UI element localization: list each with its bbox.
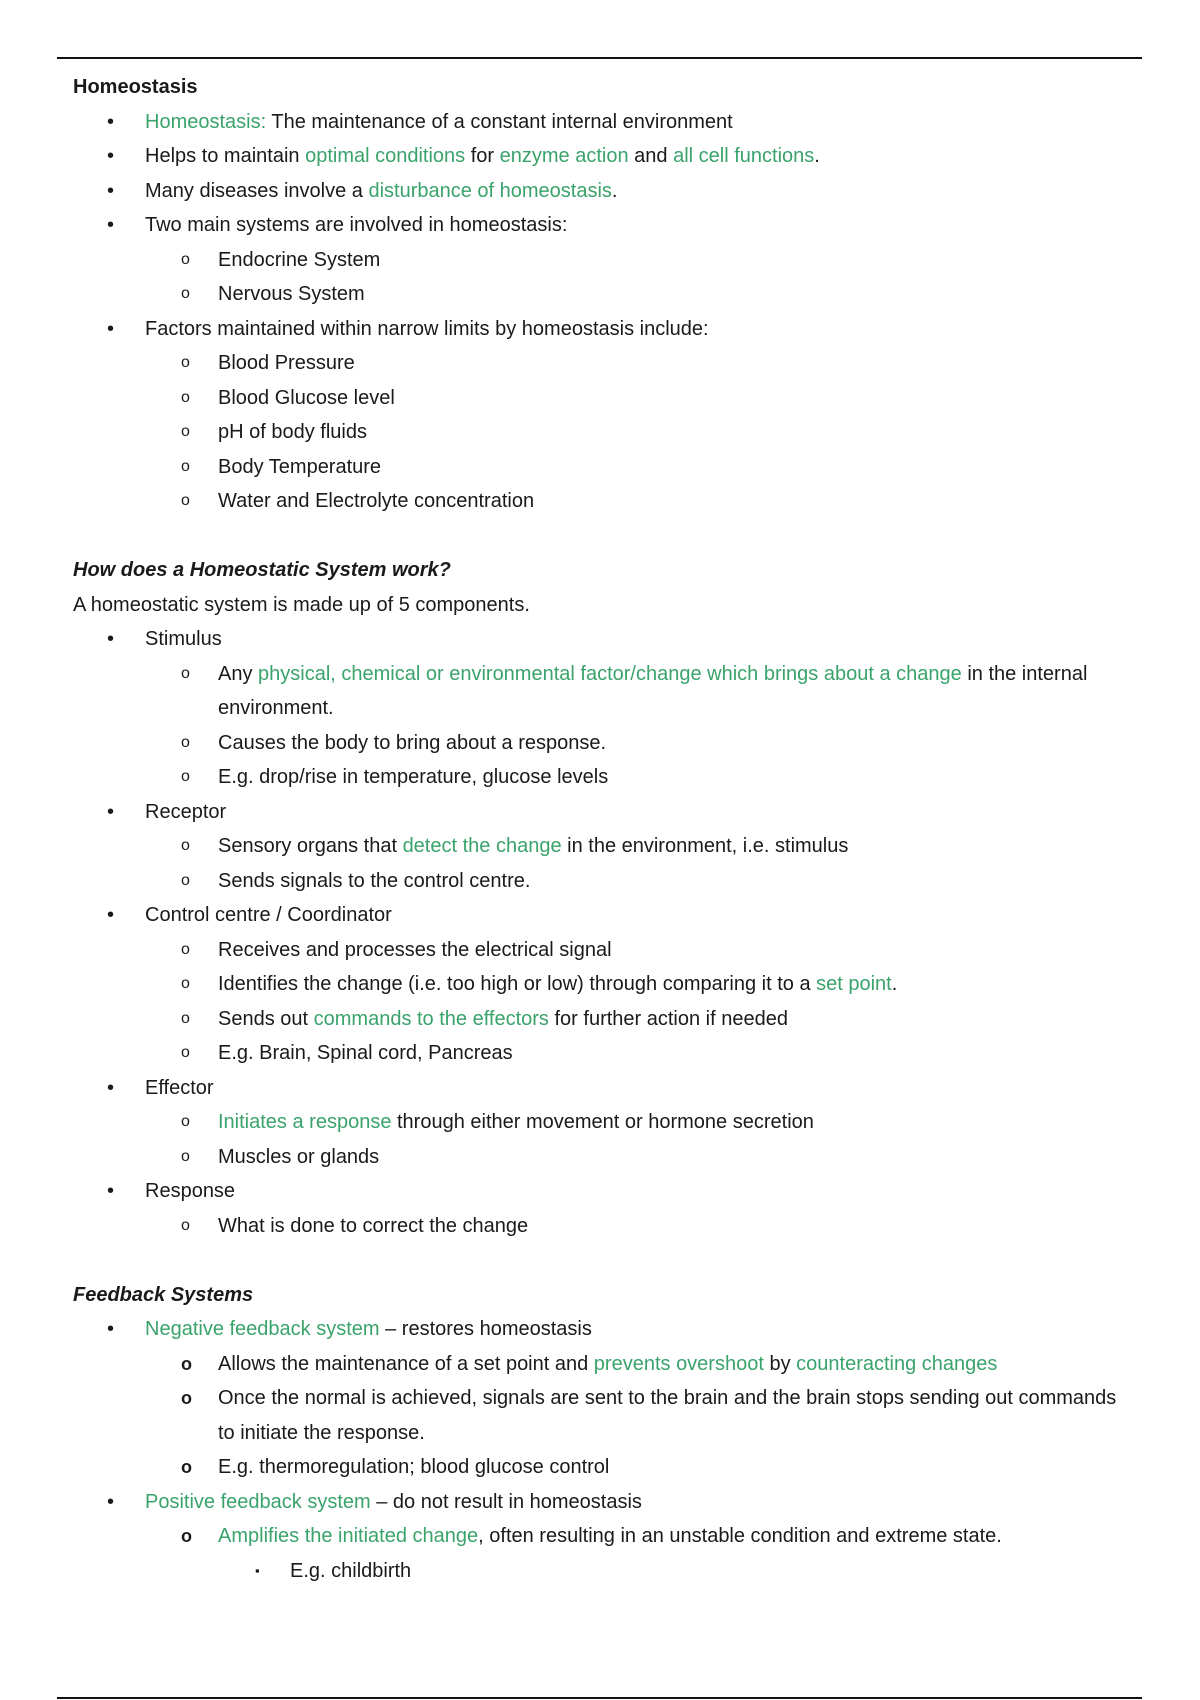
circle-bullet-icon: o xyxy=(181,1526,192,1546)
bullet-icon: • xyxy=(107,1318,115,1340)
sub-list-item xyxy=(73,1105,1133,1140)
text-run: , often resulting in an unstable condition and extreme state. xyxy=(478,1525,1002,1547)
list-item xyxy=(73,1174,1133,1209)
text-run: Muscles or glands xyxy=(218,1145,380,1168)
section-heading: Feedback Systems xyxy=(73,1283,254,1306)
sub-list-item xyxy=(73,1381,1133,1450)
text-run: Two main systems are involved in homeostasis: xyxy=(145,214,568,236)
text-run: Water and Electrolyte concentration xyxy=(218,490,535,512)
list-item xyxy=(73,105,1133,140)
text-run: Sends out xyxy=(218,1007,314,1030)
list-item xyxy=(73,1312,1133,1347)
circle-bullet-icon: o xyxy=(181,871,190,889)
circle-bullet-icon: o xyxy=(181,457,190,475)
highlighted-term: counteracting changes xyxy=(796,1352,998,1375)
spacer xyxy=(73,1243,1133,1278)
highlighted-term: disturbance of homeostasis xyxy=(368,179,612,202)
text-run: E.g. Brain, Spinal cord, Pancreas xyxy=(218,1042,513,1064)
highlighted-term: commands to the effectors xyxy=(313,1007,549,1030)
highlighted-term: Positive feedback system xyxy=(145,1490,371,1513)
text-run: Sensory organs that xyxy=(218,835,403,857)
bullet-icon: • xyxy=(107,1076,115,1099)
sub-list-item xyxy=(73,381,1133,416)
section-feedback-systems xyxy=(73,1278,1133,1589)
text-run: Any xyxy=(218,662,259,685)
list-item xyxy=(73,622,1133,657)
sub-list-item xyxy=(73,1140,1133,1175)
circle-bullet-icon: o xyxy=(181,1388,192,1408)
sub-list-item xyxy=(73,484,1133,519)
list-item xyxy=(73,208,1133,243)
text-run: Blood Pressure xyxy=(218,352,355,374)
circle-bullet-icon: o xyxy=(181,768,190,785)
spacer xyxy=(73,519,1133,554)
text-run: . xyxy=(891,973,898,995)
circle-bullet-icon: o xyxy=(181,940,190,958)
bullet-icon: • xyxy=(107,179,115,202)
section-homeostasis xyxy=(73,70,1133,519)
sub-list-item xyxy=(73,1347,1133,1382)
circle-bullet-icon: o xyxy=(181,492,190,509)
highlighted-term: Initiates a response xyxy=(218,1111,392,1133)
highlighted-term: optimal conditions xyxy=(305,145,466,167)
list-item xyxy=(73,1485,1133,1520)
circle-bullet-icon: o xyxy=(181,285,190,302)
sub-list-item xyxy=(73,1002,1133,1037)
bullet-icon: • xyxy=(107,628,115,650)
text-run: – do not result in homeostasis xyxy=(370,1490,642,1513)
text-run: Blood Glucose level xyxy=(218,386,395,409)
text-run: . xyxy=(611,179,618,202)
text-run: Receives and processes the electrical signal xyxy=(218,938,612,961)
bullet-icon: • xyxy=(107,800,115,823)
sub-list-item xyxy=(73,1209,1133,1244)
sub-list-item xyxy=(73,1519,1133,1554)
circle-bullet-icon: o xyxy=(181,837,190,854)
bullet-icon: • xyxy=(107,904,115,926)
text-run: Endocrine System xyxy=(218,248,381,271)
square-bullet-icon: ▪ xyxy=(255,1562,260,1578)
bottom-rule xyxy=(57,1697,1142,1699)
highlighted-term: Amplifies the initiated change xyxy=(218,1525,479,1547)
list-item xyxy=(73,795,1133,830)
sub-list-item xyxy=(73,1036,1133,1071)
sub-list-item xyxy=(73,450,1133,485)
sub-list-item xyxy=(73,760,1133,795)
sub-list-item xyxy=(73,726,1133,761)
sub-list-item xyxy=(73,864,1133,899)
list-item xyxy=(73,898,1133,933)
section-intro: A homeostatic system is made up of 5 components. xyxy=(73,593,530,616)
circle-bullet-icon: o xyxy=(181,1353,192,1374)
bullet-list xyxy=(73,622,1133,1243)
list-item xyxy=(73,312,1133,347)
text-run: through either movement or hormone secretion xyxy=(391,1111,814,1133)
section-homeostatic-system xyxy=(73,553,1133,1243)
sub-list-item xyxy=(73,657,1133,726)
sub-list-item xyxy=(73,415,1133,450)
bullet-icon: • xyxy=(107,145,115,167)
text-run: Nervous System xyxy=(218,283,365,305)
text-run: Effector xyxy=(145,1076,214,1099)
sub-list-item xyxy=(73,933,1133,968)
text-run: Sends signals to the control centre. xyxy=(218,869,531,892)
circle-bullet-icon: o xyxy=(181,1044,190,1061)
circle-bullet-icon: o xyxy=(181,354,190,371)
list-item xyxy=(73,174,1133,209)
text-run: Identifies the change (i.e. too high or low) through comparing it to a xyxy=(218,973,817,995)
circle-bullet-icon: o xyxy=(181,388,190,406)
top-rule xyxy=(57,57,1142,59)
highlighted-term: enzyme action xyxy=(499,145,629,167)
text-run: What is done to correct the change xyxy=(218,1214,529,1237)
text-run: Receptor xyxy=(145,800,227,823)
text-run: in the environment, i.e. stimulus xyxy=(561,835,849,857)
text-run: – restores homeostasis xyxy=(379,1318,592,1340)
sub-list-item xyxy=(73,829,1133,864)
text-run: . xyxy=(814,145,820,167)
highlighted-term: all cell functions xyxy=(673,145,815,167)
highlighted-term: Negative feedback system xyxy=(145,1318,380,1340)
text-run: E.g. thermoregulation; blood glucose control xyxy=(218,1456,610,1478)
document-page xyxy=(73,70,1133,1588)
bullet-icon: • xyxy=(107,1180,115,1202)
circle-bullet-icon: o xyxy=(181,1216,190,1234)
circle-bullet-icon: o xyxy=(181,423,190,440)
text-run: Response xyxy=(145,1180,236,1202)
text-run: E.g. drop/rise in temperature, glucose levels xyxy=(218,766,609,788)
highlighted-term: prevents overshoot xyxy=(593,1352,764,1375)
sub-list-item xyxy=(73,346,1133,381)
text-run: pH of body fluids xyxy=(218,421,367,443)
list-item xyxy=(73,139,1133,174)
text-run: Many diseases involve a xyxy=(145,179,369,202)
circle-bullet-icon: o xyxy=(181,664,190,682)
sub-list-item xyxy=(73,967,1133,1002)
highlighted-term: detect the change xyxy=(402,835,562,857)
highlighted-term: Homeostasis: xyxy=(145,110,267,133)
text-run: Allows the maintenance of a set point and xyxy=(218,1352,594,1375)
text-run: Control centre / Coordinator xyxy=(145,904,392,926)
text-run: Helps to maintain xyxy=(145,145,306,167)
bullet-icon: • xyxy=(107,317,115,340)
circle-bullet-icon: o xyxy=(181,250,190,268)
text-run: Body Temperature xyxy=(218,455,382,478)
highlighted-term: set point xyxy=(816,973,892,995)
sub-list-item xyxy=(73,1450,1133,1485)
highlighted-term: physical, chemical or environmental factor/change which brings about a change xyxy=(258,662,962,685)
text-run: in the internal environment. xyxy=(218,662,1088,719)
sub-sub-list-item xyxy=(73,1554,1133,1589)
text-run: Stimulus xyxy=(145,628,222,650)
circle-bullet-icon: o xyxy=(181,1147,190,1165)
text-run: The maintenance of a constant internal environment xyxy=(266,110,733,133)
text-run: E.g. childbirth xyxy=(290,1559,412,1582)
bullet-list xyxy=(73,105,1133,519)
text-run: Causes the body to bring about a response. xyxy=(218,731,607,754)
list-item xyxy=(73,1071,1133,1106)
sub-list-item xyxy=(73,277,1133,312)
circle-bullet-icon: o xyxy=(181,1457,192,1477)
circle-bullet-icon: o xyxy=(181,975,190,992)
bullet-icon: • xyxy=(107,214,115,236)
text-run: for further action if needed xyxy=(548,1007,788,1030)
circle-bullet-icon: o xyxy=(181,1113,190,1130)
section-heading: Homeostasis xyxy=(73,76,198,98)
text-run: for xyxy=(465,145,500,167)
text-run: Once the normal is achieved, signals are sent to the brain and the brain stops sending out commands to initiate the response. xyxy=(218,1387,1117,1444)
sub-list-item xyxy=(73,243,1133,278)
text-run: Factors maintained within narrow limits by homeostasis include: xyxy=(145,317,709,340)
text-run: by xyxy=(763,1352,797,1375)
circle-bullet-icon: o xyxy=(181,1009,190,1027)
bullet-icon: • xyxy=(107,110,115,133)
bullet-list xyxy=(73,1312,1133,1588)
section-heading: How does a Homeostatic System work? xyxy=(73,559,451,581)
circle-bullet-icon: o xyxy=(181,733,190,751)
bullet-icon: • xyxy=(107,1490,115,1513)
text-run: and xyxy=(628,145,674,167)
